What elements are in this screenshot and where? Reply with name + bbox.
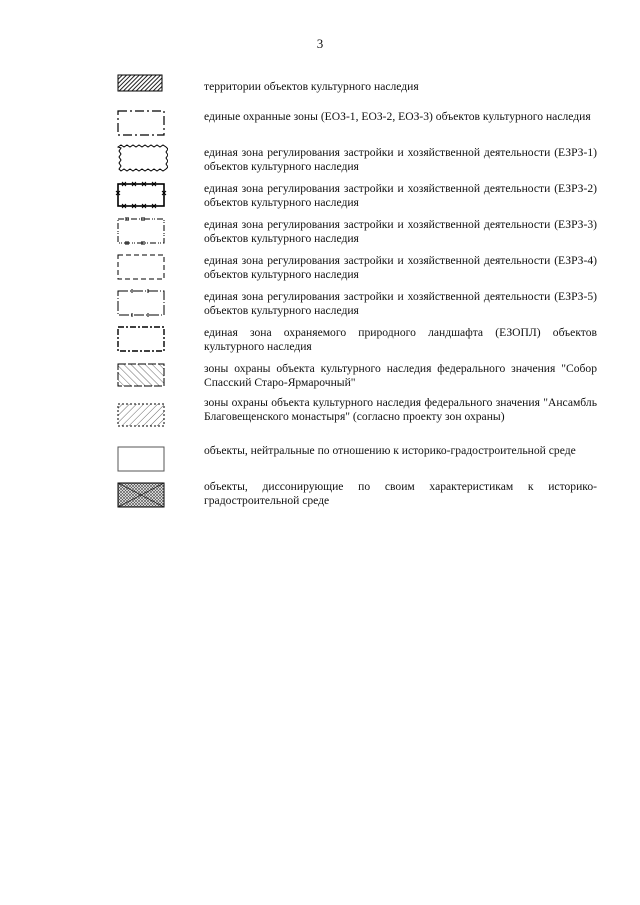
legend-text-ansambl: зоны охраны объекта культурного наследия федерального значения "Ансамбль Благовещенского монастыря" (согласно проекту зон охраны) xyxy=(204,396,597,423)
legend-text-dissonant: объекты, диссонирующие по своим характеристикам к историко-градостроительной среде xyxy=(204,480,597,507)
legend-text-sobor: зоны охраны объекта культурного наследия федерального значения "Собор Спасский Старо-Ярмарочный" xyxy=(204,362,597,389)
legend-text-ezrz-3: единая зона регулирования застройки и хозяйственной деятельности (ЕЗРЗ-3) объектов культурного наследия xyxy=(204,218,597,245)
ezrz-3-symbol xyxy=(112,216,168,242)
okn-territory-symbol xyxy=(112,72,168,98)
legend-text-ezrz-2: единая зона регулирования застройки и хозяйственной деятельности (ЕЗРЗ-2) объектов культурного наследия xyxy=(204,182,597,209)
legend-text-ezrz-5: единая зона регулирования застройки и хозяйственной деятельности (ЕЗРЗ-5) объектов культурного наследия xyxy=(204,290,597,317)
legend-text-okn-territory: территории объектов культурного наследия xyxy=(204,80,419,93)
neutral-symbol xyxy=(112,444,168,470)
legend-text-ezrz-4: единая зона регулирования застройки и хозяйственной деятельности (ЕЗРЗ-4) объектов культурного наследия xyxy=(204,254,597,281)
ezrz-2-symbol xyxy=(112,180,168,206)
legend-text-ezrz-1: единая зона регулирования застройки и хозяйственной деятельности (ЕЗРЗ-1) объектов культурного наследия xyxy=(204,146,597,173)
ansambl-symbol xyxy=(112,400,168,426)
ezrz-5-symbol xyxy=(112,288,168,314)
legend-text-neutral: объекты, нейтральные по отношению к историко-градостроительной среде xyxy=(204,444,576,457)
legend-text-eoz: единые охранные зоны (ЕОЗ-1, ЕОЗ-2, ЕОЗ-3) объектов культурного наследия xyxy=(204,110,591,123)
dissonant-symbol xyxy=(112,480,168,506)
eoz-symbol xyxy=(112,108,168,134)
legend-text-ezopl: единая зона охраняемого природного ландшафта (ЕЗОПЛ) объектов культурного наследия xyxy=(204,326,597,353)
page-number: 3 xyxy=(316,36,324,51)
ezopl-symbol xyxy=(112,324,168,350)
sobor-symbol xyxy=(112,360,168,386)
ezrz-1-symbol xyxy=(112,144,168,170)
ezrz-4-symbol xyxy=(112,252,168,278)
